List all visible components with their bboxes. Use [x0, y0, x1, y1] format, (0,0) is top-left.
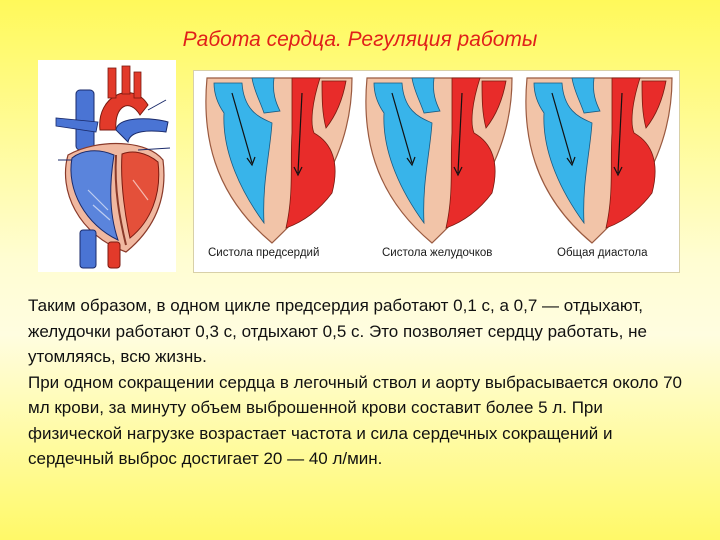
cardiac-cycle-diagram: [193, 70, 680, 273]
paragraph-cardiac-output: При одном сокращении сердца в легочный ствол и аорту выбрасывается около 70 мл крови, за минуту объем выброшенной крови составит более 5 л. При физической нагрузке возрастает частота и сила сердечных сокращений и сердечный выброс достигает 20 — 40 л/мин.: [28, 372, 683, 468]
slide-title: Работа сердца. Регуляция работы: [182, 28, 538, 51]
caption-atrial-systole: Систола предсердий: [208, 247, 320, 259]
caption-general-diastole: Общая диастола: [557, 247, 648, 259]
heart-anatomy-illustration: [38, 60, 176, 272]
body-text: [28, 293, 692, 472]
paragraph-cycle-timing: Таким образом, в одном цикле предсердия работают 0,1 с, а 0,7 — отдыхают, желудочки работают 0,3 с, отдыхают 0,5 с. Это позволяет сердцу работать, не утомляясь, всю жизнь.: [28, 296, 647, 366]
caption-ventricular-systole: Систола желудочков: [382, 247, 493, 259]
